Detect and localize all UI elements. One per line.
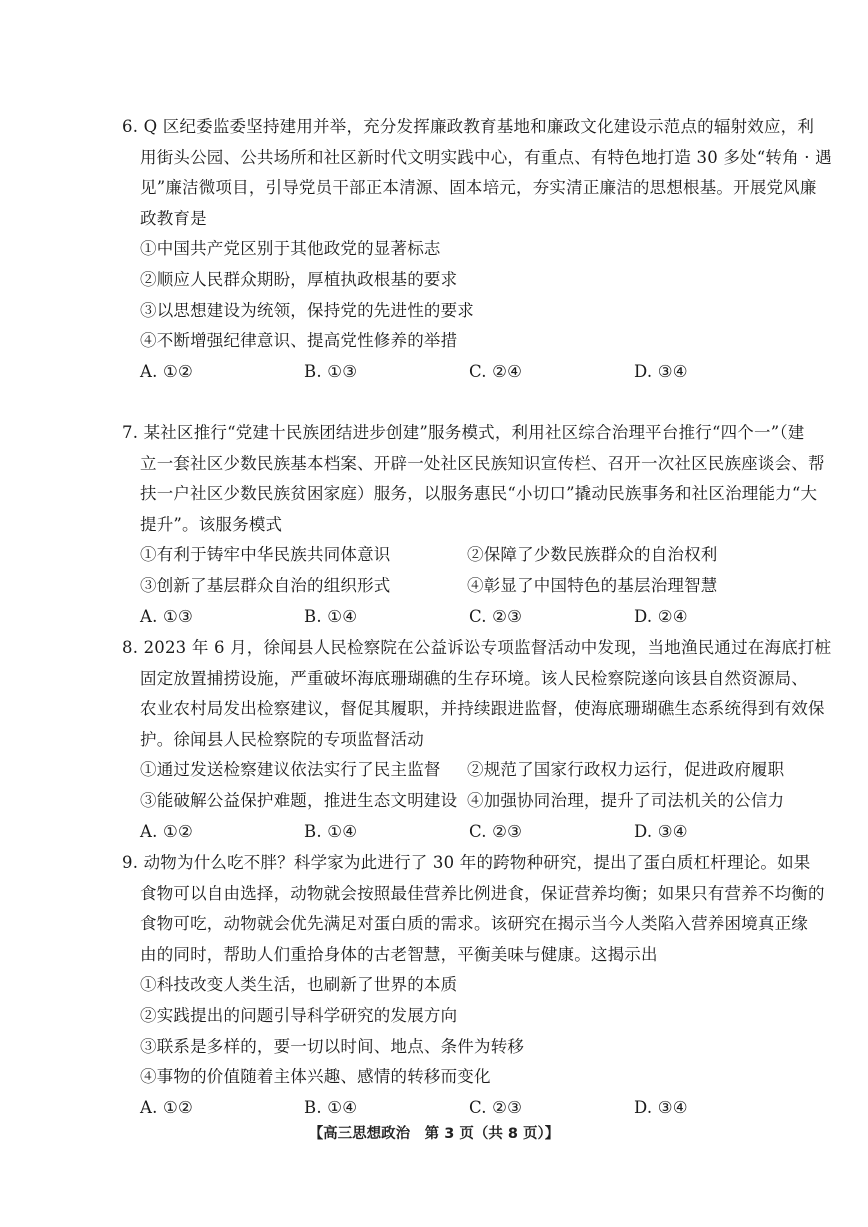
- option-c: C. ②③: [469, 1097, 523, 1117]
- question-stem-line: 8. 2023 年 6 月，徐闻县人民检察院在公益诉讼专项监督活动中发现，当地渔民通过在海底打桩: [122, 638, 832, 657]
- question-stem-line: 提升”。该服务模式: [140, 514, 283, 534]
- answer-options: [122, 1093, 802, 1124]
- question-stem-line: 固定放置捕捞设施，严重破坏海底珊瑚礁的生存环境。该人民检察院遂向该县自然资源局、: [140, 668, 808, 688]
- answer-options: [122, 602, 802, 633]
- statement: ③联系是多样的，要一切以时间、地点、条件为转移: [140, 1036, 525, 1056]
- answer-options: [122, 817, 802, 848]
- question-stem-line: 农业农村局发出检察建议，督促其履职，并持续跟进监督，使海底珊瑚礁生态系统得到有效保: [140, 699, 825, 719]
- question-stem-line: 9. 动物为什么吃不胖？科学家为此进行了 30 年的跨物种研究，提出了蛋白质杠杆理论。如果: [122, 853, 811, 872]
- option-d: D. ②④: [634, 606, 688, 626]
- option-d: D. ③④: [634, 1097, 688, 1117]
- statement: ④不断增强纪律意识、提高党性修养的举措: [140, 331, 458, 351]
- statement: ④彰显了中国特色的基层治理智慧: [467, 575, 718, 595]
- statement: ③能破解公益保护难题，推进生态文明建设: [140, 790, 458, 810]
- question-6: [122, 112, 832, 387]
- option-a: A. ①②: [140, 1097, 193, 1117]
- statement-row: [122, 755, 802, 786]
- question-stem-line: 立一套社区少数民族基本档案、开辟一处社区民族知识宣传栏、召开一次社区民族座谈会、帮: [140, 453, 825, 473]
- answer-options: [122, 357, 802, 388]
- option-b: B. ①④: [304, 606, 358, 626]
- statement: ①通过发送检察建议依法实行了民主监督: [140, 760, 441, 780]
- page-footer: 【高三思想政治 第 3 页（共 8 页）】: [308, 1126, 560, 1142]
- statement: ①科技改变人类生活，也刷新了世界的本质: [140, 975, 458, 995]
- statement-row: [122, 786, 802, 817]
- question-stem-line: 护。徐闻县人民检察院的专项监督活动: [140, 729, 424, 749]
- question-stem-line: 见”廉洁微项目，引导党员干部正本清源、固本培元，夯实清正廉洁的思想根基。开展党风廉: [140, 178, 817, 198]
- statement: ④事物的价值随着主体兴趣、感情的转移而变化: [140, 1067, 491, 1087]
- question-stem-line: 由的同时，帮助人们重拾身体的古老智慧，平衡美味与健康。这揭示出: [140, 944, 658, 964]
- question-stem-line: 政教育是: [140, 208, 207, 228]
- statement: ①有利于铸牢中华民族共同体意识: [140, 545, 391, 565]
- option-d: D. ③④: [634, 821, 688, 841]
- option-b: B. ①④: [304, 1097, 358, 1117]
- statement: ③以思想建设为统领，保持党的先进性的要求: [140, 300, 474, 320]
- option-c: C. ②③: [469, 606, 523, 626]
- question-7: [122, 418, 825, 632]
- option-a: A. ①③: [140, 606, 193, 626]
- question-stem-line: 7. 某社区推行“党建十民族团结进步创建”服务模式，利用社区综合治理平台推行“四个一”（建: [122, 423, 805, 442]
- question-stem-line: 食物可以自由选择，动物就会按照最佳营养比例进食，保证营养均衡；如果只有营养不均衡的: [140, 883, 825, 903]
- question-8: [122, 633, 832, 847]
- question-stem-line: 6. Q 区纪委监委坚持建用并举，充分发挥廉政教育基地和廉政文化建设示范点的辐射效应，利: [122, 117, 815, 136]
- option-b: B. ①③: [304, 361, 358, 381]
- statement: ①中国共产党区别于其他政党的显著标志: [140, 239, 441, 259]
- statement: ②规范了国家行政权力运行，促进政府履职: [467, 760, 785, 780]
- statement: ④加强协同治理，提升了司法机关的公信力: [467, 790, 785, 810]
- option-c: C. ②④: [469, 361, 523, 381]
- question-9: [122, 848, 825, 1123]
- question-stem-line: 食物可吃，动物就会优先满足对蛋白质的需求。该研究在揭示当今人类陷入营养困境真正缘: [140, 914, 808, 934]
- option-b: B. ①④: [304, 821, 358, 841]
- option-c: C. ②③: [469, 821, 523, 841]
- statement-row: [122, 540, 802, 571]
- statement: ③创新了基层群众自治的组织形式: [140, 575, 391, 595]
- statement: ②保障了少数民族群众的自治权利: [467, 545, 718, 565]
- statement: ②顺应人民群众期盼，厚植执政根基的要求: [140, 269, 458, 289]
- option-a: A. ①②: [140, 361, 193, 381]
- statement: ②实践提出的问题引导科学研究的发展方向: [140, 1005, 458, 1025]
- statement-row: [122, 571, 802, 602]
- question-stem-line: 用街头公园、公共场所和社区新时代文明实践中心，有重点、有特色地打造 30 多处“转角 · 遇: [140, 147, 832, 167]
- option-a: A. ①②: [140, 821, 193, 841]
- question-stem-line: 扶一户社区少数民族贫困家庭）服务，以服务惠民“小切口”撬动民族事务和社区治理能力“大: [140, 484, 818, 504]
- option-d: D. ③④: [634, 361, 688, 381]
